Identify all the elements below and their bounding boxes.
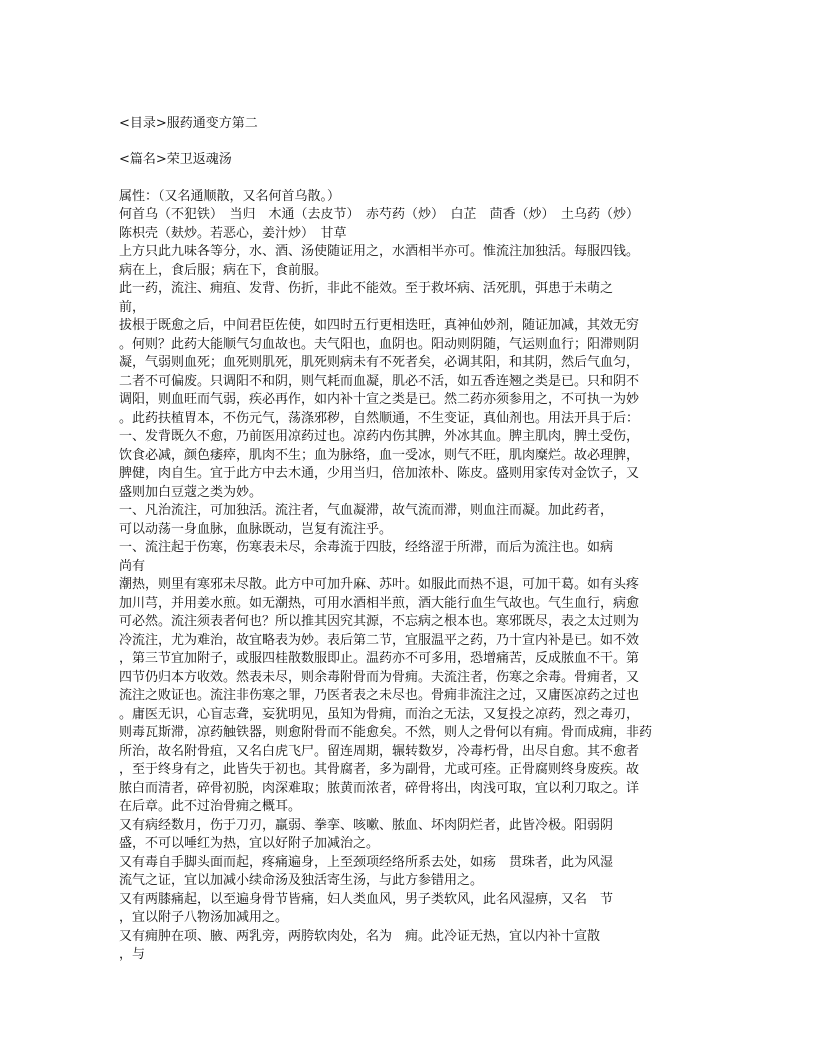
text-line: ，宜以附子八物汤加减用之。: [119, 910, 289, 925]
text-line: 可必然。流注须表者何也？所以推其因究其源，不忘病之根本也。寒邪既尽，表之太过则为: [119, 614, 640, 629]
text-line: 上方只此九味各等分，水、酒、汤使随证用之，水酒相半亦可。惟流注加独活。每服四钱。: [119, 244, 640, 259]
text-line: 。此药扶植胃本，不伤元气，荡涤邪秽，自然顺通，不生变证，真仙剂也。用法开具于后：: [119, 411, 640, 426]
text-line: 又有两膝痛起，以至遍身骨节皆痛，妇人类血风，男子类软风，此名风湿痹，又名 节: [119, 892, 614, 907]
text-line: 加川芎，并用姜水煎。如无潮热，可用水酒相半煎，酒大能行血生气故也。气生血行，病愈: [119, 596, 640, 611]
text-line: 流注之败证也。流注非伤寒之罪，乃医者表之未尽也。骨痈非流注之过，又庸医凉药之过也: [119, 688, 640, 703]
text-line: 二者不可偏废。只调阳不和阴，则气耗而血凝，肌必不活，如五香连翘之类是已。只和阴不: [119, 374, 640, 389]
text-line: 陈枳壳（麸炒。若恶心，姜汁炒） 甘草: [119, 226, 347, 241]
text-line: 则毒瓦斯滞，凉药触铁器，则愈附骨而不能愈矣。不然，则人之骨何以有痈。骨而成痈，非药: [119, 725, 653, 740]
text-line: 在后章。此不过治骨痈之概耳。: [119, 799, 302, 814]
text-line: 所治，故名附骨疽，又名白虎飞尸。留连周期，辗转数岁，冷毒朽骨，出尽自愈。其不愈者: [119, 744, 640, 759]
text-line: 又有毒自手脚头面而起，疼痛遍身，上至颈项经络所系去处，如疡 贯珠者，此为风湿: [119, 855, 614, 870]
text-line: 。庸医无识，心盲志聋，妄犹明见，虽知为骨痈，而治之无法，又复投之凉药，烈之毒刃，: [119, 707, 640, 722]
text-line: ，至于终身有之，此皆失于初也。其骨腐者，多为副骨，尤或可痊。正骨腐则终身废疾。故: [119, 762, 640, 777]
text-line: 又有病经数月，伤于刀刃，羸弱、拳挛、咳嗽、脓血、坏肉阴烂者，此皆冷极。阳弱阴: [119, 818, 614, 833]
text-line: 。何则？此药大能顺气匀血故也。夫气阳也，血阴也。阳动则阴随，气运则血行；阳滞则阴: [119, 337, 640, 352]
text-line: 脓白而清者，碎骨初脱，肉深难取；脓黄而浓者，碎骨将出，肉浅可取，宜以利刀取之。详: [119, 781, 640, 796]
text-line: 潮热，则里有寒邪未尽散。此方中可加升麻、苏叶。如服此而热不退，可加干葛。如有头疼: [119, 577, 640, 592]
text-line: ，第三节宜加附子，或服四桂散数服即止。温药亦不可多用，恐增痛苦，反成脓血不干。第: [119, 651, 640, 666]
text-line: 脾健，肉自生。宜于此方中去木通，少用当归，倍加浓朴、陈皮。盛则用家传对金饮子，又: [119, 466, 640, 481]
text-line: 凝，气弱则血死；血死则肌死，肌死则病未有不死者矣，必调其阳，和其阴，然后气血匀，: [119, 355, 640, 370]
text-line: 前，: [119, 300, 146, 315]
text-line: 可以动荡一身血脉，血脉既动，岂复有流注乎。: [119, 522, 393, 537]
text-line: 调阳，则血旺而气弱，疾必再作，如内补十宣之类是已。然二药亦须参用之，不可执一为妙: [119, 392, 640, 407]
toc-heading: <目录>服药通变方第二: [119, 116, 258, 131]
text-line: ，与: [119, 947, 146, 962]
text-line: 四节仍归本方收效。然表未尽，则余毒附骨而为骨痈。夫流注者，伤寒之余毒。骨痈者，又: [119, 670, 640, 685]
text-line: 盛则加白豆蔻之类为妙。: [119, 485, 263, 500]
text-line: 饮食必减，颜色痿瘁，肌肉不生；血为脉络，血一受冰，则气不旺，肌肉糜烂。故必理脾，: [119, 448, 640, 463]
text-line: 尚有: [119, 559, 146, 574]
attribute-line: 属性：（又名通顺散，又名何首乌散。）: [119, 189, 341, 204]
text-line: 冷流注，尤为难治，故宜略表为妙。表后第二节，宜服温平之药，乃十宣内补是已。如不效: [119, 633, 640, 648]
text-line: 流气之证，宜以加减小续命汤及独活寄生汤，与此方参错用之。: [119, 873, 484, 888]
text-line: 何首乌（不犯铁） 当归 木通（去皮节） 赤芍药（炒） 白芷 茴香（炒） 土乌药（炒）: [119, 207, 640, 222]
text-line: 此一药，流注、痈疽、发背、伤折，非此不能效。至于救坏病、活死肌，弭患于未萌之: [119, 281, 614, 296]
text-line: 一、发背既久不愈，乃前医用凉药过也。凉药内伤其脾，外冰其血。脾主肌肉，脾土受伤，: [119, 429, 640, 444]
text-line: 拔根于既愈之后，中间君臣佐使，如四时五行更相迭旺，真神仙妙剂，随证加减，其效无穷: [119, 318, 640, 333]
chapter-title: <篇名>荣卫返魂汤: [119, 152, 232, 167]
text-line: 一、凡治流注，可加独活。流注者，气血凝滞，故气流而滞，则血注而凝。加此药者，: [119, 503, 614, 518]
text-line: 病在上，食后服；病在下，食前服。: [119, 263, 328, 278]
text-line: 又有痈肿在项、腋、两乳旁，两胯软肉处，名为 痈。此冷证无热，宜以内补十宣散: [119, 929, 601, 944]
text-line: 盛，不可以唾红为热，宜以好附子加减治之。: [119, 836, 380, 851]
text-line: 一、流注起于伤寒，伤寒表未尽，余毒流于四肢，经络涩于所滞，而后为流注也。如病: [119, 540, 614, 555]
